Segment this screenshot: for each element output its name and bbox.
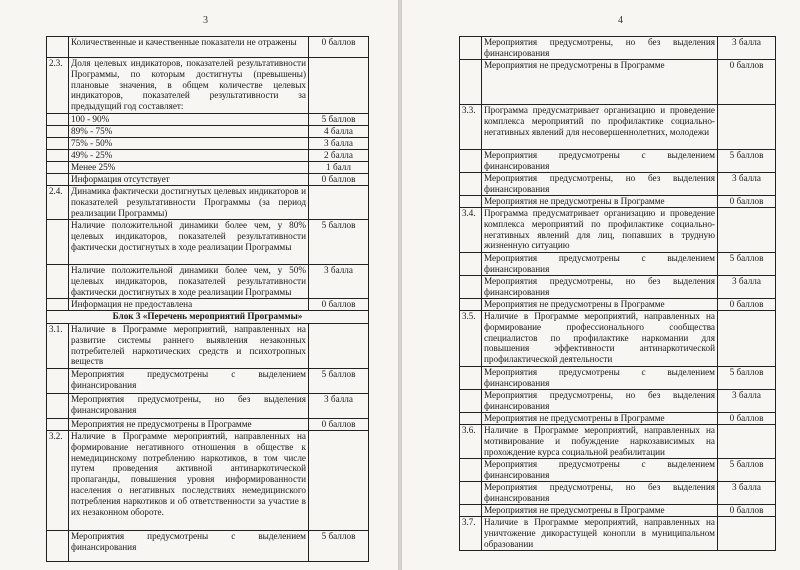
row-number — [47, 265, 69, 299]
row-number — [460, 173, 482, 196]
score-value: 0 баллов — [718, 60, 776, 105]
score-value: 3 балла — [309, 265, 369, 299]
criterion-text: Количественные и качественные показатели не отражены — [69, 37, 309, 58]
row-number — [47, 150, 69, 162]
score-value — [718, 105, 776, 150]
row-number — [47, 419, 69, 431]
row-number: 3.4. — [460, 208, 482, 253]
criterion-text: Мероприятия предусмотрены с выделением финансирования — [482, 367, 718, 390]
criterion-text: Мероприятия не предусмотрены в Программе — [482, 413, 718, 425]
row-number — [460, 413, 482, 425]
criterion-text: Мероприятия предусмотрены, но без выделения финансирования — [482, 276, 718, 299]
score-value: 0 баллов — [309, 174, 369, 186]
row-number: 3.5. — [460, 311, 482, 367]
score-value — [309, 324, 369, 369]
row-number — [47, 174, 69, 186]
row-number — [47, 138, 69, 150]
criterion-text: Мероприятия предусмотрены с выделением финансирования — [69, 369, 309, 394]
criterion-text: Мероприятия предусмотрены, но без выделения финансирования — [482, 390, 718, 413]
score-value: 0 баллов — [309, 37, 369, 58]
row-number: 3.7. — [460, 517, 482, 551]
score-value: 1 балл — [309, 162, 369, 174]
criterion-text: 75% - 50% — [69, 138, 309, 150]
score-value: 5 баллов — [309, 114, 369, 126]
criterion-text: Наличие в Программе мероприятий, направленных на мотивирование и побуждение наркозависимых на прохождение курса социальной реабилитации — [482, 425, 718, 459]
criterion-text: Наличие положительной динамики более чем, у 50% целевых индикаторов, показателей результативности фактически достигнутых в ходе реализации Программы — [69, 265, 309, 299]
score-value: 3 балла — [718, 37, 776, 60]
row-number: 3.6. — [460, 425, 482, 459]
row-number: 2.4. — [47, 186, 69, 220]
row-number: 3.2. — [47, 431, 69, 531]
criterion-text: Мероприятия не предусмотрены в Программе — [482, 196, 718, 208]
row-number — [47, 220, 69, 265]
criterion-text: Мероприятия не предусмотрены в Программе — [482, 505, 718, 517]
criterion-text: 89% - 75% — [69, 126, 309, 138]
score-value: 5 баллов — [718, 150, 776, 173]
score-value: 4 балла — [309, 126, 369, 138]
row-number — [460, 299, 482, 311]
score-value — [309, 58, 369, 114]
criterion-text: 49% - 25% — [69, 150, 309, 162]
criterion-text: 100 - 90% — [69, 114, 309, 126]
criterion-text: Мероприятия предусмотрены с выделением финансирования — [482, 459, 718, 482]
score-value: 3 балла — [718, 390, 776, 413]
score-value: 2 балла — [309, 150, 369, 162]
row-number — [47, 162, 69, 174]
score-value — [718, 311, 776, 367]
row-number — [460, 505, 482, 517]
row-number — [460, 482, 482, 505]
row-number — [460, 150, 482, 173]
criterion-text: Мероприятия предусмотрены, но без выделения финансирования — [482, 482, 718, 505]
criterion-text: Мероприятия предусмотрены, но без выделения финансирования — [482, 173, 718, 196]
score-value: 5 баллов — [718, 253, 776, 276]
criterion-text: Динамика фактически достигнутых целевых индикаторов и показателей результативности Программы (за период реализации Программы) — [69, 186, 309, 220]
score-value: 0 баллов — [718, 505, 776, 517]
score-value: 3 балла — [718, 173, 776, 196]
criterion-text: Наличие положительной динамики более чем, у 80% целевых индикаторов, показателей результативности фактически достигнутых в ходе реализации Программы — [69, 220, 309, 265]
criterion-text: Мероприятия не предусмотрены в Программе — [482, 299, 718, 311]
row-number — [460, 37, 482, 60]
criterion-text: Мероприятия не предусмотрены в Программе — [69, 419, 309, 431]
score-value: 0 баллов — [309, 299, 369, 311]
row-number — [47, 531, 69, 562]
page-number-right: 4 — [618, 15, 623, 26]
criterion-text: Мероприятия предусмотрены, но без выделения финансирования — [69, 394, 309, 419]
score-value: 5 баллов — [309, 369, 369, 394]
score-value — [718, 517, 776, 551]
row-number — [47, 37, 69, 58]
page-number-left: 3 — [203, 15, 208, 26]
score-value: 3 балла — [309, 394, 369, 419]
score-value: 3 балла — [718, 482, 776, 505]
score-value: 0 баллов — [309, 419, 369, 431]
criterion-text: Информация не предоставлена — [69, 299, 309, 311]
criterion-text: Мероприятия не предусмотрены в Программе — [482, 60, 718, 105]
score-value: 5 баллов — [718, 459, 776, 482]
score-value — [309, 186, 369, 220]
criterion-text: Программа предусматривает организацию и проведение комплекса мероприятий по профилактике социально-негативных явлений для лиц, попавших в трудную жизненную ситуацию — [482, 208, 718, 253]
row-number — [47, 369, 69, 394]
row-number: 2.3. — [47, 58, 69, 114]
row-number — [460, 390, 482, 413]
criterion-text: Мероприятия предусмотрены с выделением финансирования — [69, 531, 309, 562]
row-number — [460, 253, 482, 276]
row-number — [47, 126, 69, 138]
criterion-text: Наличие в Программе мероприятий, направленных на развитие системы раннего выявления незаконных потребителей наркотических средств и психотропных веществ — [69, 324, 309, 369]
score-value: 5 баллов — [309, 220, 369, 265]
score-value: 0 баллов — [718, 299, 776, 311]
row-number — [47, 299, 69, 311]
score-value: 0 баллов — [718, 196, 776, 208]
criterion-text: Наличие в Программе мероприятий, направленных на формирование негативного отношения в обществе к немедицинскому потреблению наркотиков, в том числе путем проведения активной антинаркотической пропаганды, повышения уровня информированности населения о негативных последствиях немедицинского потребления наркотиков и об ответственности за участие в их незаконном обороте. — [69, 431, 309, 531]
row-number: 3.3. — [460, 105, 482, 150]
score-value — [309, 431, 369, 531]
criterion-text: Мероприятия предусмотрены, но без выделения финансирования — [482, 37, 718, 60]
score-value: 3 балла — [309, 138, 369, 150]
row-number — [47, 394, 69, 419]
score-value: 0 баллов — [718, 413, 776, 425]
row-number — [460, 196, 482, 208]
score-value: 5 баллов — [718, 367, 776, 390]
criterion-text: Мероприятия предусмотрены с выделением финансирования — [482, 150, 718, 173]
criterion-text: Информация отсутствует — [69, 174, 309, 186]
criterion-text: Доля целевых индикаторов, показателей результативности Программы, по которым достигнуты (превышены) плановые значения, в общем количестве целевых индикаторов, показателей результативности за предыдущий год составляет: — [69, 58, 309, 114]
criteria-table-left — [46, 36, 369, 562]
score-value — [718, 208, 776, 253]
criterion-text: Программа предусматривает организацию и проведение комплекса мероприятий по профилактике социально-негативных явлений для несовершеннолетних, молодежи — [482, 105, 718, 150]
row-number: 3.1. — [47, 324, 69, 369]
row-number — [460, 276, 482, 299]
criterion-text: Наличие в Программе мероприятий, направленных на формирование профессионального сообщества специалистов по профилактике наркомании для повышения эффективности антинаркотической профилактической деятельности — [482, 311, 718, 367]
criterion-text: Менее 25% — [69, 162, 309, 174]
block-heading: Блок 3 «Перечень мероприятий Программы» — [47, 311, 369, 324]
row-number — [47, 114, 69, 126]
score-value: 5 баллов — [309, 531, 369, 562]
score-value: 3 балла — [718, 276, 776, 299]
row-number — [460, 367, 482, 390]
criteria-table-right — [459, 36, 776, 551]
row-number — [460, 459, 482, 482]
criterion-text: Мероприятия предусмотрены с выделением финансирования — [482, 253, 718, 276]
score-value — [718, 425, 776, 459]
criterion-text: Наличие в Программе мероприятий, направленных на уничтожение дикорастущей конопли в муниципальном образовании — [482, 517, 718, 551]
row-number — [460, 60, 482, 105]
